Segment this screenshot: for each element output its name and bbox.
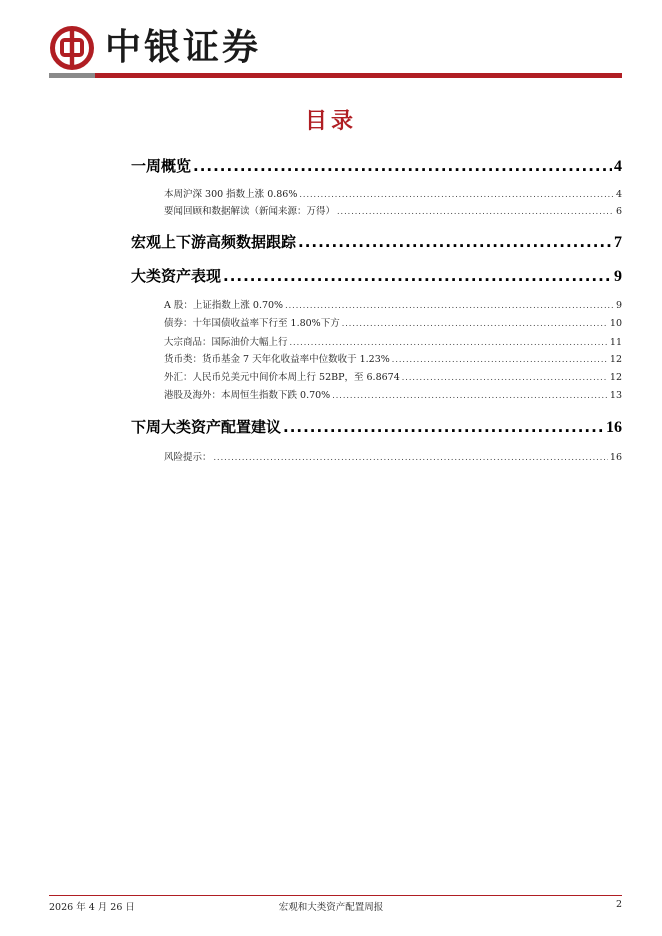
footer-report-title: 宏观和大类资产配置周报 — [278, 902, 384, 913]
toc-entry[interactable] — [131, 231, 622, 252]
toc-entry-page: 7 — [614, 234, 622, 251]
toc-entry-page: 6 — [615, 206, 622, 217]
toc-entry[interactable] — [131, 265, 622, 286]
bank-of-china-logo-icon — [49, 25, 95, 71]
toc-leader-dots — [402, 373, 608, 382]
toc-leader-dots — [299, 190, 614, 199]
toc-entry-label: 大类资产表现 — [131, 267, 222, 285]
toc-entry[interactable] — [164, 315, 622, 329]
toc-leader-dots — [223, 267, 612, 285]
brand-name: 中银证券 — [105, 27, 262, 68]
toc-entry-label: 债券：十年国债收益率下行至 1.80%下方 — [164, 318, 340, 329]
toc-entry[interactable] — [164, 297, 622, 311]
toc-entry-page: 4 — [615, 189, 622, 200]
toc-entry-label: 本周沪深 300 指数上涨 0.86% — [164, 189, 298, 200]
toc-entry-page: 16 — [609, 452, 622, 463]
toc-entry-label: 货币类：货币基金 7 天年化收益率中位数收于 1.23% — [164, 354, 390, 365]
toc-leader-dots — [342, 319, 608, 328]
toc-entry[interactable] — [164, 449, 622, 463]
toc-entry[interactable] — [164, 186, 622, 200]
header-divider-red — [95, 73, 622, 78]
toc-entry-page: 12 — [609, 354, 622, 365]
toc-title: 目录 — [304, 109, 357, 134]
toc-leader-dots — [283, 418, 604, 436]
header-divider-grey — [49, 73, 95, 78]
toc-entry[interactable] — [164, 334, 622, 348]
toc-entry-label: 外汇：人民币兑美元中间价本周上行 52BP，至 6.8674 — [164, 372, 400, 383]
toc-leader-dots — [337, 207, 614, 216]
toc-entry[interactable] — [164, 351, 622, 365]
toc-entry[interactable] — [164, 203, 622, 217]
toc-entry-label: 港股及海外：本周恒生指数下跌 0.70% — [164, 390, 331, 401]
toc-entry[interactable] — [164, 387, 622, 401]
toc-leader-dots — [332, 391, 608, 400]
toc-entry-page: 13 — [609, 390, 622, 401]
toc-entry[interactable] — [164, 369, 622, 383]
toc-entry-label: 要闻回顾和数据解读（新闻来源：万得） — [164, 206, 336, 217]
toc-leader-dots — [285, 301, 614, 310]
header-divider — [49, 73, 622, 78]
toc-entry-page: 16 — [606, 419, 622, 436]
toc-entry-page: 10 — [609, 318, 622, 329]
footer-date: 2026 年 4 月 26 日 — [49, 902, 135, 913]
toc-entry-page: 9 — [614, 268, 622, 285]
toc-leader-dots — [392, 355, 608, 364]
toc-entry-page: 11 — [609, 337, 622, 348]
toc-leader-dots — [193, 157, 612, 175]
brand-logo — [49, 24, 261, 72]
toc-entry-label: 一周概览 — [131, 157, 192, 175]
toc-entry-label: 宏观上下游高频数据跟踪 — [131, 233, 297, 251]
toc-entry-page: 4 — [614, 158, 622, 175]
toc-leader-dots — [298, 233, 612, 251]
footer-page-number: 2 — [615, 899, 622, 910]
toc-entry-label: A 股：上证指数上涨 0.70% — [164, 300, 284, 311]
toc-entry-page: 9 — [615, 300, 622, 311]
toc-leader-dots — [290, 338, 608, 347]
footer-divider — [49, 895, 622, 896]
toc-entry-label: 下周大类资产配置建议 — [131, 418, 282, 436]
toc-leader-dots — [214, 453, 608, 462]
toc-entry-page: 12 — [609, 372, 622, 383]
toc-entry[interactable] — [131, 416, 622, 437]
toc-entry-label: 大宗商品：国际油价大幅上行 — [164, 337, 288, 348]
toc-entry[interactable] — [131, 155, 622, 176]
toc-entry-label: 风险提示： — [164, 452, 212, 463]
